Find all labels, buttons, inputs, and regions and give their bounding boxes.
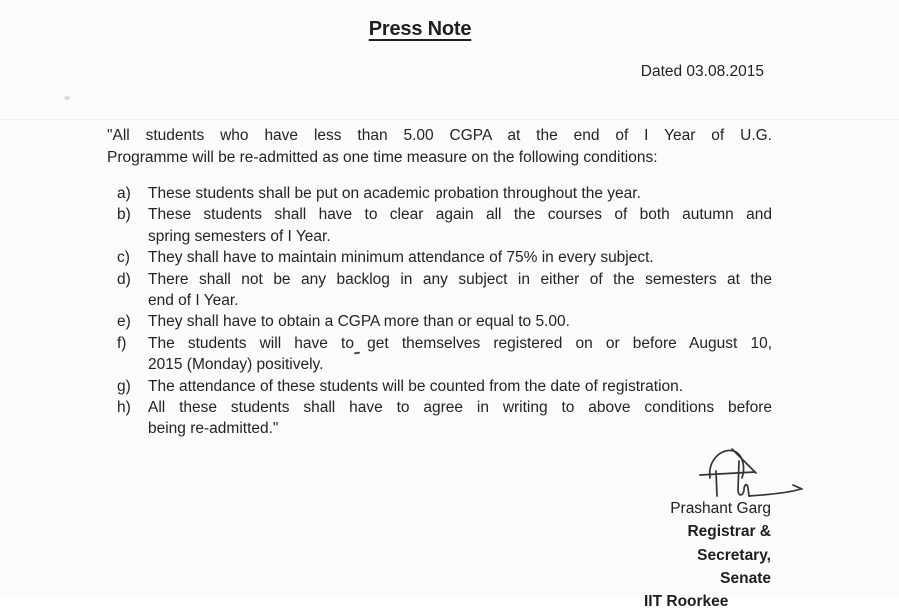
list-item xyxy=(117,204,777,247)
list-item-marker: h) xyxy=(117,399,131,417)
list-item-marker: c) xyxy=(117,249,130,267)
list-item-line: They shall have to maintain minimum attendance of 75% in every subject. xyxy=(148,249,654,267)
list-item-marker: a) xyxy=(117,185,131,202)
list-item xyxy=(117,333,777,376)
list-item-line: All these students shall have to agree in writing to above conditions before xyxy=(148,399,772,417)
date-line: Dated 03.08.2015 xyxy=(640,63,764,80)
list-item-text xyxy=(148,247,772,268)
list-item-text xyxy=(148,376,772,397)
list-item-text xyxy=(148,333,772,376)
list-item-text xyxy=(148,397,772,440)
list-item-line: The students will have to get themselves registered on or before August 10, xyxy=(148,334,772,352)
scan-artifact-speck xyxy=(63,95,71,101)
conditions-list xyxy=(117,183,777,440)
list-item-marker: b) xyxy=(117,206,131,224)
intro-line: "All students who have less than 5.00 CGPA at the end of I Year of U.G. xyxy=(107,127,772,144)
list-item xyxy=(117,183,777,204)
list-item-marker: d) xyxy=(117,270,131,288)
signatory-org: IIT Roorkee xyxy=(644,593,729,611)
list-item-text xyxy=(148,311,772,332)
list-item xyxy=(117,376,777,397)
document-title xyxy=(0,18,840,41)
list-item xyxy=(117,311,777,332)
list-item-line: spring semesters of I Year. xyxy=(148,227,331,245)
intro-paragraph xyxy=(107,125,772,168)
signatory-role: Registrar & xyxy=(687,523,771,541)
list-item-line: 2015 (Monday) positively. xyxy=(148,356,324,374)
signatory-name: Prashant Garg xyxy=(670,500,771,517)
scan-artifact-line xyxy=(0,119,899,120)
list-item-line: These students shall be put on academic probation throughout the year. xyxy=(148,185,641,202)
list-item xyxy=(117,269,777,312)
list-item-text xyxy=(148,204,772,247)
list-item-text xyxy=(148,183,772,204)
list-item-marker: f) xyxy=(117,334,127,352)
intro-line: Programme will be re-admitted as one time measure on the following conditions: xyxy=(107,148,658,166)
signature-scribble-icon xyxy=(692,444,818,502)
list-item-line: These students shall have to clear again all the courses of both autumn and xyxy=(148,206,772,224)
list-item-line: The attendance of these students will be counted from the date of registration. xyxy=(148,377,684,395)
list-item xyxy=(117,247,777,268)
signature-block xyxy=(644,497,771,613)
list-item-marker: e) xyxy=(117,313,131,331)
list-item-text xyxy=(148,269,772,312)
list-item-line: being re-admitted." xyxy=(148,420,279,438)
list-item-line: They shall have to obtain a CGPA more than or equal to 5.00. xyxy=(148,313,570,331)
document-title-text: Press Note xyxy=(368,18,472,40)
list-item xyxy=(117,397,777,440)
list-item-line: end of I Year. xyxy=(148,292,239,310)
signatory-role: Secretary, Senate xyxy=(697,546,771,587)
list-item-marker: g) xyxy=(117,377,131,395)
list-item-line: There shall not be any backlog in any subject in either of the semesters at the xyxy=(148,270,772,288)
